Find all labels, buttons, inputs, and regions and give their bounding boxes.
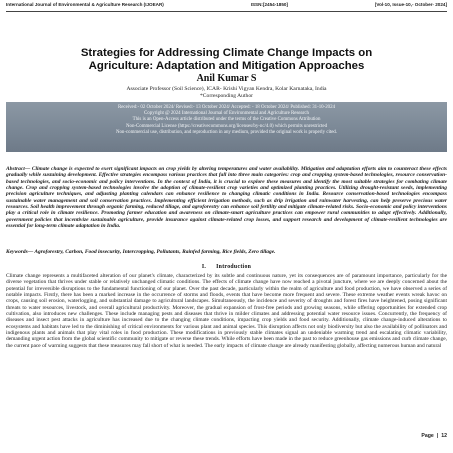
issn: ISSN:[2454-1850]	[250, 2, 288, 7]
author-affiliation: Associate Professor (Soil Science), ICAR- Krishi Vigyan Kendra, Kolar Karnataka, India	[126, 86, 327, 92]
publication-dates: Received:- 02 October 2024/ Revised:- 13 October 2024/ Accepted: - 18 October 2024/ Published: 31-10-2024	[117, 105, 336, 110]
license-line-1: This is an Open-Access article distributed under the terms of the Creative Commons Attribution	[132, 117, 321, 123]
abstract	[6, 166, 447, 229]
corresponding-author-note: *Corresponding Author	[200, 93, 253, 99]
section-heading	[0, 264, 453, 270]
title-line-2: Agriculture: Adaptation and Mitigation Approaches	[88, 60, 365, 72]
license-line-3: Non-commercial use, distribution, and reproduction in any medium, provided the original work is properly cited.	[115, 129, 338, 135]
copyright-line: Copyright @ 2024 International Journal of Environmental and Agriculture Research	[144, 111, 309, 117]
license-line-2: Non-Commercial License (https://creativecommons.org/licenses/by-nc/4.0) which permits unrestricted	[125, 123, 328, 129]
section-number: I.	[201, 264, 207, 270]
page-number: 12	[441, 433, 447, 439]
page-label: Page	[421, 433, 434, 439]
abstract-text: Climate change is expected to exert significant impacts on crop yields by altering temperatures and water availability. Mitigation and adaptation efforts aim to counteract these effects gradually while sustaining development. Effective strategies encompass various practices that fall into three main categories: crop and cropping system-based technologies, resource conservation-based technologies, and socio-economic and policy interventions. In the context of India, it is crucial to explore these measures and identify the most suitable strategies for combating climate change. Crop and cropping system-based technologies involve the adoption of climate-resilient crop varieties and optimized planting practices. Utilizing drought-resistant seeds, implementing precision agriculture techniques, and adjusting planting calendars can enhance resilience to changing climatic conditions in India. Resource conservation-based technologies encompass sustainable water management and soil conservation practices. Implementing efficient irrigation methods, such as drip irrigation and rainwater harvesting, can help preserve precious water resources. Soil health improvement through organic farming, reduced tillage, and agroforestry can enhance soil fertility and mitigate climate-related risks. Socio-economic and policy interventions play a critical role in climate resilience. Promoting farmer education and awareness on climate-smart agriculture practices can empower rural communities to adapt effectively. Additionally, government policies that incentivize sustainable agriculture, provide insurance against climate-related crop losses, and support research and development of climate-resilient technologies are essential for long-term climate adaptation in India.	[6, 166, 447, 230]
title-line-1: Strategies for Addressing Climate Change Impacts on	[80, 47, 373, 59]
header-divider	[6, 11, 447, 12]
section-title: Introduction	[216, 264, 252, 270]
introduction-text: Climate change represents a multifaceted alteration of our planet's climate, characterized by its subtle and continuous nature, yet its consequences are of paramount importance, particularly for the diverse vegetation that thrives under stable or relatively unchanged climatic conditions. The effects of climate change have now reached a pivotal juncture, where we are deeply concerned about the potential for irreversible disruptions to the fundamental functioning of our planet. Over the past decade, particularly within the realm of agriculture and food production, we have observed a series of notable impacts. Firstly, there has been a marked increase in the occurrence of storms and floods, events that have become more frequent and severe. These extreme weather events wreak havoc on crops, causing soil erosion, waterlogging, and substantial damage to agricultural landscapes. Simultaneously, the incidence and severity of droughts and forest fires have heightened, posing significant threats to water resources, livestock, and overall agricultural productivity. Moreover, the gradual expansion of frost-free periods and growing seasons, while offering opportunities for extended crop cultivation, also introduces new challenges. These include managing pests and diseases that thrive in milder climates and addressing potential water resource issues. Concurrently, the frequency of diseases and insect pest attacks in agriculture has increased due to the changing climate conditions, impacting crop yields and food security. Additionally, climate change-induced alterations to ecosystems and habitats have led to the diminishing of critical environments for various plant and animal species. This disruption affects not only biodiversity but also the availability of pollinators and indigenous plants and animals that play vital roles in food production. These modifications in previously stable climates signal an undeniable warming trend and escalating climatic variability, demanding urgent action from the global scientific community to mitigate or reverse these trends. While efforts have been made in the past to reduce greenhouse gas emissions and curb climate change, the current pace of warming suggests that these measures may fall short of what is needed. The early impacts of climate change are already manifesting globally, affecting numerous human and natural	[6, 273, 447, 349]
keywords: Keywords— Agroforestry, Carbon, Food insecurity, Intercropping, Pollutants, Rainfed farming, Rice fields, Zero tillage.	[6, 249, 276, 255]
page-footer	[421, 433, 447, 439]
journal-name: International Journal of Environmental & Agriculture Research (IJOEAR)	[6, 2, 164, 7]
footer-separator: |	[436, 433, 439, 439]
copyright-box	[6, 102, 447, 152]
running-header	[6, 2, 447, 10]
author-name: Anil Kumar S	[196, 73, 257, 84]
paper-title	[20, 47, 433, 73]
volume-issue: [Vol-10, Issue-10,- October- 2024]	[374, 2, 447, 7]
abstract-heading: Abstract—	[6, 166, 31, 172]
